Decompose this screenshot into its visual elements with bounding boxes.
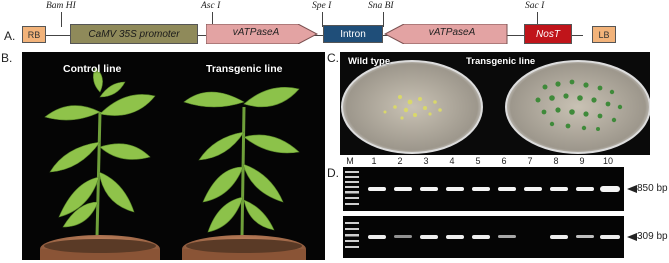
rb-box: RB bbox=[22, 26, 46, 43]
intron-box: Intron bbox=[323, 25, 383, 43]
gel-top-bands bbox=[343, 167, 624, 211]
arrow-309-icon bbox=[627, 233, 637, 241]
site-label-bamhi: Bam HI bbox=[46, 1, 76, 11]
site-label-snabi: Sna BI bbox=[368, 1, 394, 11]
construct-diagram bbox=[0, 0, 669, 48]
gel-top bbox=[343, 167, 624, 211]
wild-type-label: Wild type bbox=[348, 56, 391, 67]
wild-type-plate bbox=[342, 61, 482, 153]
arrow-850-icon bbox=[627, 185, 637, 193]
transgenic-line-label-b: Transgenic line bbox=[206, 63, 283, 75]
lane-label-10: 10 bbox=[602, 156, 613, 166]
site-label-saci: Sac I bbox=[525, 1, 545, 11]
promoter-box: CaMV 35S promoter bbox=[70, 24, 198, 44]
transgenic-plant bbox=[184, 87, 299, 237]
lb-box: LB bbox=[592, 26, 616, 43]
band-label-850: 850 bp bbox=[637, 183, 668, 194]
lane-label-3: 3 bbox=[423, 156, 429, 166]
gel-bottom-bands bbox=[343, 216, 624, 258]
gel-bottom bbox=[343, 216, 624, 258]
site-label-asci: Asc I bbox=[201, 1, 221, 11]
transgenic-line-label-c: Transgenic line bbox=[466, 56, 536, 67]
lane-label-8: 8 bbox=[553, 156, 559, 166]
control-plant bbox=[45, 67, 155, 237]
lane-label-9: 9 bbox=[579, 156, 585, 166]
seedling-plates-illustration bbox=[340, 52, 650, 155]
plant-illustration bbox=[22, 52, 325, 260]
lane-label-4: 4 bbox=[449, 156, 455, 166]
lane-label-2: 2 bbox=[397, 156, 403, 166]
panel-label-a: A. bbox=[4, 29, 16, 43]
transgenic-plate bbox=[506, 61, 650, 153]
panel-label-c: C. bbox=[327, 51, 339, 65]
lane-label-5: 5 bbox=[475, 156, 481, 166]
nost-box: NosT bbox=[524, 24, 572, 44]
lane-label-7: 7 bbox=[527, 156, 533, 166]
gene1-label: vATPaseA bbox=[232, 27, 280, 38]
plant-photo bbox=[22, 52, 325, 260]
site-tick-bamhi bbox=[61, 12, 62, 27]
control-line-label: Control line bbox=[63, 63, 122, 75]
lane-label-1: 1 bbox=[371, 156, 377, 166]
panel-label-d: D. bbox=[327, 166, 339, 180]
seedling-photo bbox=[340, 52, 650, 155]
lane-label-6: 6 bbox=[501, 156, 507, 166]
site-label-spei: Spe I bbox=[312, 1, 332, 11]
panel-label-b: B. bbox=[1, 51, 13, 65]
lane-label-m: M bbox=[346, 156, 354, 166]
band-label-309: 309 bp bbox=[637, 231, 668, 242]
gene2-label: vATPaseA bbox=[428, 27, 476, 38]
